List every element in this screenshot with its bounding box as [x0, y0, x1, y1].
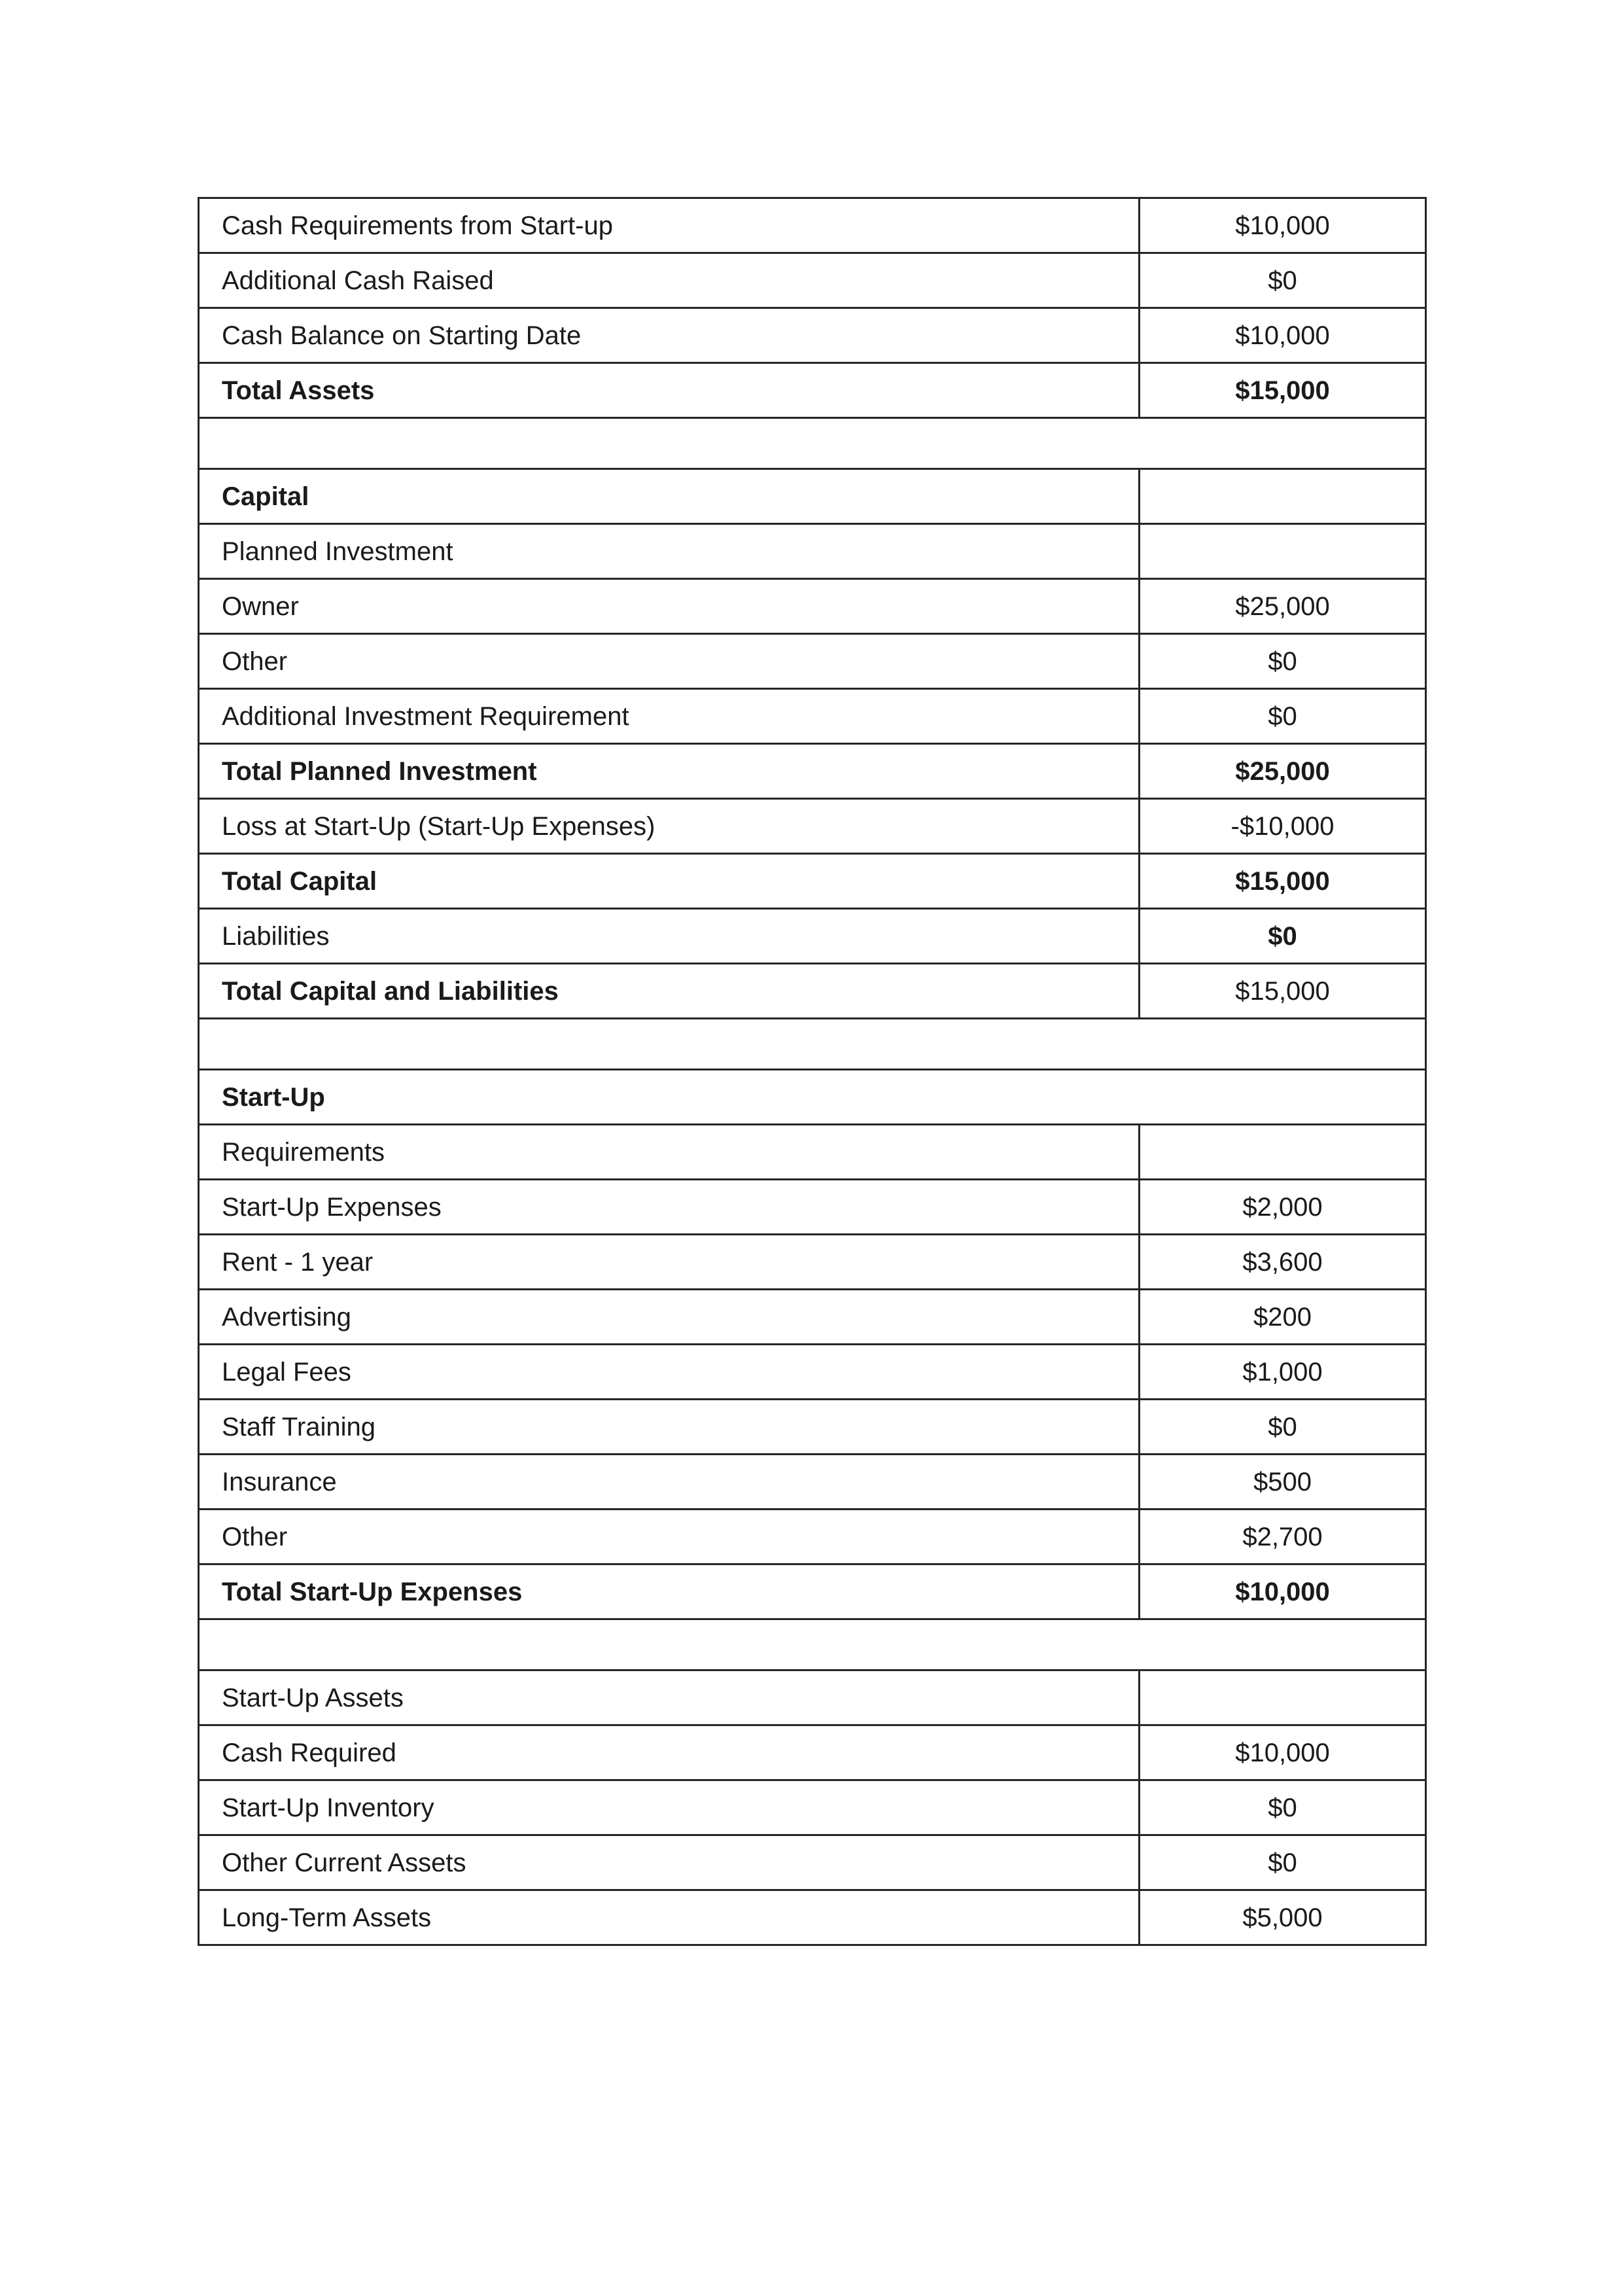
- row-value: $5,000: [1140, 1890, 1426, 1945]
- section-heading-row: [199, 1070, 1426, 1125]
- row-label: Legal Fees: [199, 1345, 1140, 1400]
- table-row: [199, 253, 1426, 308]
- row-value: $500: [1140, 1455, 1426, 1510]
- row-label: Total Capital and Liabilities: [199, 964, 1140, 1019]
- table-row: [199, 1564, 1426, 1619]
- row-label: Start-Up Expenses: [199, 1180, 1140, 1235]
- row-value: $0: [1140, 1835, 1426, 1890]
- spacer-row: [199, 1619, 1426, 1670]
- table-row: [199, 634, 1426, 689]
- row-value: $0: [1140, 1780, 1426, 1835]
- table-row: [199, 1400, 1426, 1455]
- row-value: $0: [1140, 689, 1426, 744]
- table-row: [199, 799, 1426, 854]
- row-label: Long-Term Assets: [199, 1890, 1140, 1945]
- row-label: Total Start-Up Expenses: [199, 1564, 1140, 1619]
- row-label: Other: [199, 1510, 1140, 1564]
- table-row: [199, 1180, 1426, 1235]
- table-row: [199, 363, 1426, 418]
- row-value: [1140, 469, 1426, 524]
- spacer-row: [199, 1019, 1426, 1070]
- table-row: [199, 1345, 1426, 1400]
- spacer-row: [199, 418, 1426, 469]
- row-value: $10,000: [1140, 1725, 1426, 1780]
- table-row: [199, 1780, 1426, 1835]
- table-row: [199, 744, 1426, 799]
- financial-table: [198, 197, 1427, 1946]
- table-row: [199, 198, 1426, 253]
- table-row: [199, 909, 1426, 964]
- row-label: Cash Requirements from Start-up: [199, 198, 1140, 253]
- row-label: Requirements: [199, 1125, 1140, 1180]
- table-row: [199, 689, 1426, 744]
- row-label: Advertising: [199, 1290, 1140, 1345]
- row-label: Additional Cash Raised: [199, 253, 1140, 308]
- row-value: $15,000: [1140, 363, 1426, 418]
- row-label: Start-Up Assets: [199, 1670, 1140, 1725]
- row-label: Additional Investment Requirement: [199, 689, 1140, 744]
- table-row: [199, 1455, 1426, 1510]
- table-row: [199, 1670, 1426, 1725]
- spacer-cell: [199, 418, 1426, 469]
- row-value: $15,000: [1140, 854, 1426, 909]
- row-value: $10,000: [1140, 198, 1426, 253]
- table-row: [199, 1125, 1426, 1180]
- row-value: [1140, 1125, 1426, 1180]
- row-label: Rent - 1 year: [199, 1235, 1140, 1290]
- row-value: -$10,000: [1140, 799, 1426, 854]
- row-label: Loss at Start-Up (Start-Up Expenses): [199, 799, 1140, 854]
- row-value: $0: [1140, 634, 1426, 689]
- table-row: [199, 1725, 1426, 1780]
- row-value: $0: [1140, 1400, 1426, 1455]
- row-label: Cash Required: [199, 1725, 1140, 1780]
- row-label: Liabilities: [199, 909, 1140, 964]
- table-row: [199, 579, 1426, 634]
- table-row: [199, 308, 1426, 363]
- row-value: [1140, 524, 1426, 579]
- row-value: $0: [1140, 909, 1426, 964]
- row-label: Planned Investment: [199, 524, 1140, 579]
- row-value: $25,000: [1140, 744, 1426, 799]
- table-row: [199, 964, 1426, 1019]
- row-label: Other Current Assets: [199, 1835, 1140, 1890]
- row-value: $2,000: [1140, 1180, 1426, 1235]
- row-label: Staff Training: [199, 1400, 1140, 1455]
- row-label: Cash Balance on Starting Date: [199, 308, 1140, 363]
- table-row: [199, 1235, 1426, 1290]
- table-row: [199, 1290, 1426, 1345]
- row-label: Total Planned Investment: [199, 744, 1140, 799]
- row-value: $25,000: [1140, 579, 1426, 634]
- row-value: $10,000: [1140, 1564, 1426, 1619]
- row-value: [1140, 1670, 1426, 1725]
- row-value: $15,000: [1140, 964, 1426, 1019]
- row-label: Start-Up Inventory: [199, 1780, 1140, 1835]
- row-value: $0: [1140, 253, 1426, 308]
- row-value: $200: [1140, 1290, 1426, 1345]
- row-label: Owner: [199, 579, 1140, 634]
- row-label: Other: [199, 634, 1140, 689]
- spacer-cell: [199, 1019, 1426, 1070]
- row-label: Total Capital: [199, 854, 1140, 909]
- row-value: $2,700: [1140, 1510, 1426, 1564]
- table-row: [199, 524, 1426, 579]
- financial-table-body: [199, 198, 1426, 1945]
- row-label: Capital: [199, 469, 1140, 524]
- row-label: Total Assets: [199, 363, 1140, 418]
- row-label: Insurance: [199, 1455, 1140, 1510]
- row-value: $1,000: [1140, 1345, 1426, 1400]
- section-heading: Start-Up: [199, 1070, 1426, 1125]
- row-value: $3,600: [1140, 1235, 1426, 1290]
- row-value: $10,000: [1140, 308, 1426, 363]
- table-row: [199, 1890, 1426, 1945]
- table-row: [199, 854, 1426, 909]
- table-row: [199, 1510, 1426, 1564]
- spacer-cell: [199, 1619, 1426, 1670]
- table-row: [199, 469, 1426, 524]
- table-row: [199, 1835, 1426, 1890]
